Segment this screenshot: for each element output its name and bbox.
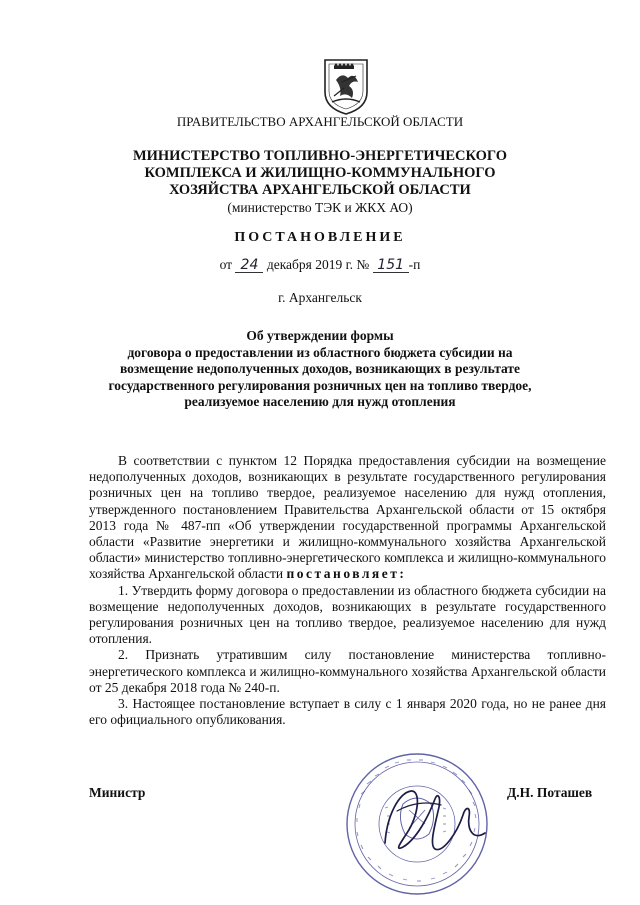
- signatory-position: Министр: [89, 785, 146, 800]
- city: г. Архангельск: [278, 290, 362, 305]
- title-line: реализуемое населению для нужд отопления: [184, 394, 456, 409]
- body-paragraph-3: 3. Настоящее постановление вступает в силу с 1 января 2020 года, но не ранее дня его официального опубликования.: [89, 696, 606, 728]
- body-paragraph-1: 1. Утвердить форму договора о предоставлении из областного бюджета субсидии на возмещение недополученных доходов, возникающих в результате государственного регулирования розничных цен на топливо твердое, реализуемое населению для нужд отопления.: [89, 582, 606, 647]
- decree-title: [0, 328, 640, 411]
- government-name: ПРАВИТЕЛЬСТВО АРХАНГЕЛЬСКОЙ ОБЛАСТИ: [176, 114, 464, 129]
- ministry-abbreviation: (министерство ТЭК и ЖКХ АО): [227, 200, 413, 215]
- body-paragraph-preamble: В соответствии с пунктом 12 Порядка предоставления субсидии на возмещение недополученных доходов, возникающих в результате государственного регулирования розничных цен на топливо твердое, реализуемое населению для нужд отопления, утвержденного постановлением Правительства Архангельской области от 15 октября 2013 года № 487-пп «Об утверждении государственной программы Архангельской области «Развитие энергетики и жилищно-коммунального хозяйства Архангельской области» министерство топливно-энергетического комплекса и жилищно-коммунального хозяйства Архангельской области постановляет:: [89, 453, 606, 582]
- ministry-line: ХОЗЯЙСТВА АРХАНГЕЛЬСКОЙ ОБЛАСТИ: [169, 182, 471, 198]
- resolves-word: постановляет:: [286, 566, 407, 582]
- title-line: государственного регулирования розничных цен на топливо твердое,: [108, 377, 532, 393]
- handwritten-number: 151: [373, 258, 409, 273]
- title-line: договора о предоставлении из областного бюджета субсидии на: [127, 344, 513, 360]
- body-paragraph-2: 2. Признать утратившим силу постановление министерства топливно-энергетического комплекса и жилищно-коммунального хозяйства Архангельской области от 25 декабря 2018 года № 240-п.: [89, 647, 606, 695]
- number-suffix: -п: [408, 257, 421, 272]
- decree-date-line: [0, 257, 640, 273]
- title-line: возмещение недополученных доходов, возникающих в результате: [119, 361, 521, 376]
- ministry-line: МИНИСТЕРСТВО ТОПЛИВНО-ЭНЕРГЕТИЧЕСКОГО: [132, 148, 508, 164]
- handwritten-signature: [377, 785, 497, 860]
- ministry-line: КОМПЛЕКСА И ЖИЛИЩНО-КОММУНАЛЬНОГО: [144, 165, 496, 181]
- signatory-name: Д.Н. Поташев: [507, 785, 593, 800]
- decree-label: ПОСТАНОВЛЕНИЕ: [234, 230, 406, 245]
- coat-of-arms-emblem: [322, 58, 370, 116]
- decree-body: [89, 453, 606, 728]
- date-middle: декабря 2019 г. №: [266, 257, 370, 272]
- date-prefix: от: [219, 257, 233, 272]
- handwritten-day: 24: [235, 258, 263, 273]
- ministry-header: [0, 148, 640, 216]
- title-line: Об утверждении формы: [246, 328, 394, 343]
